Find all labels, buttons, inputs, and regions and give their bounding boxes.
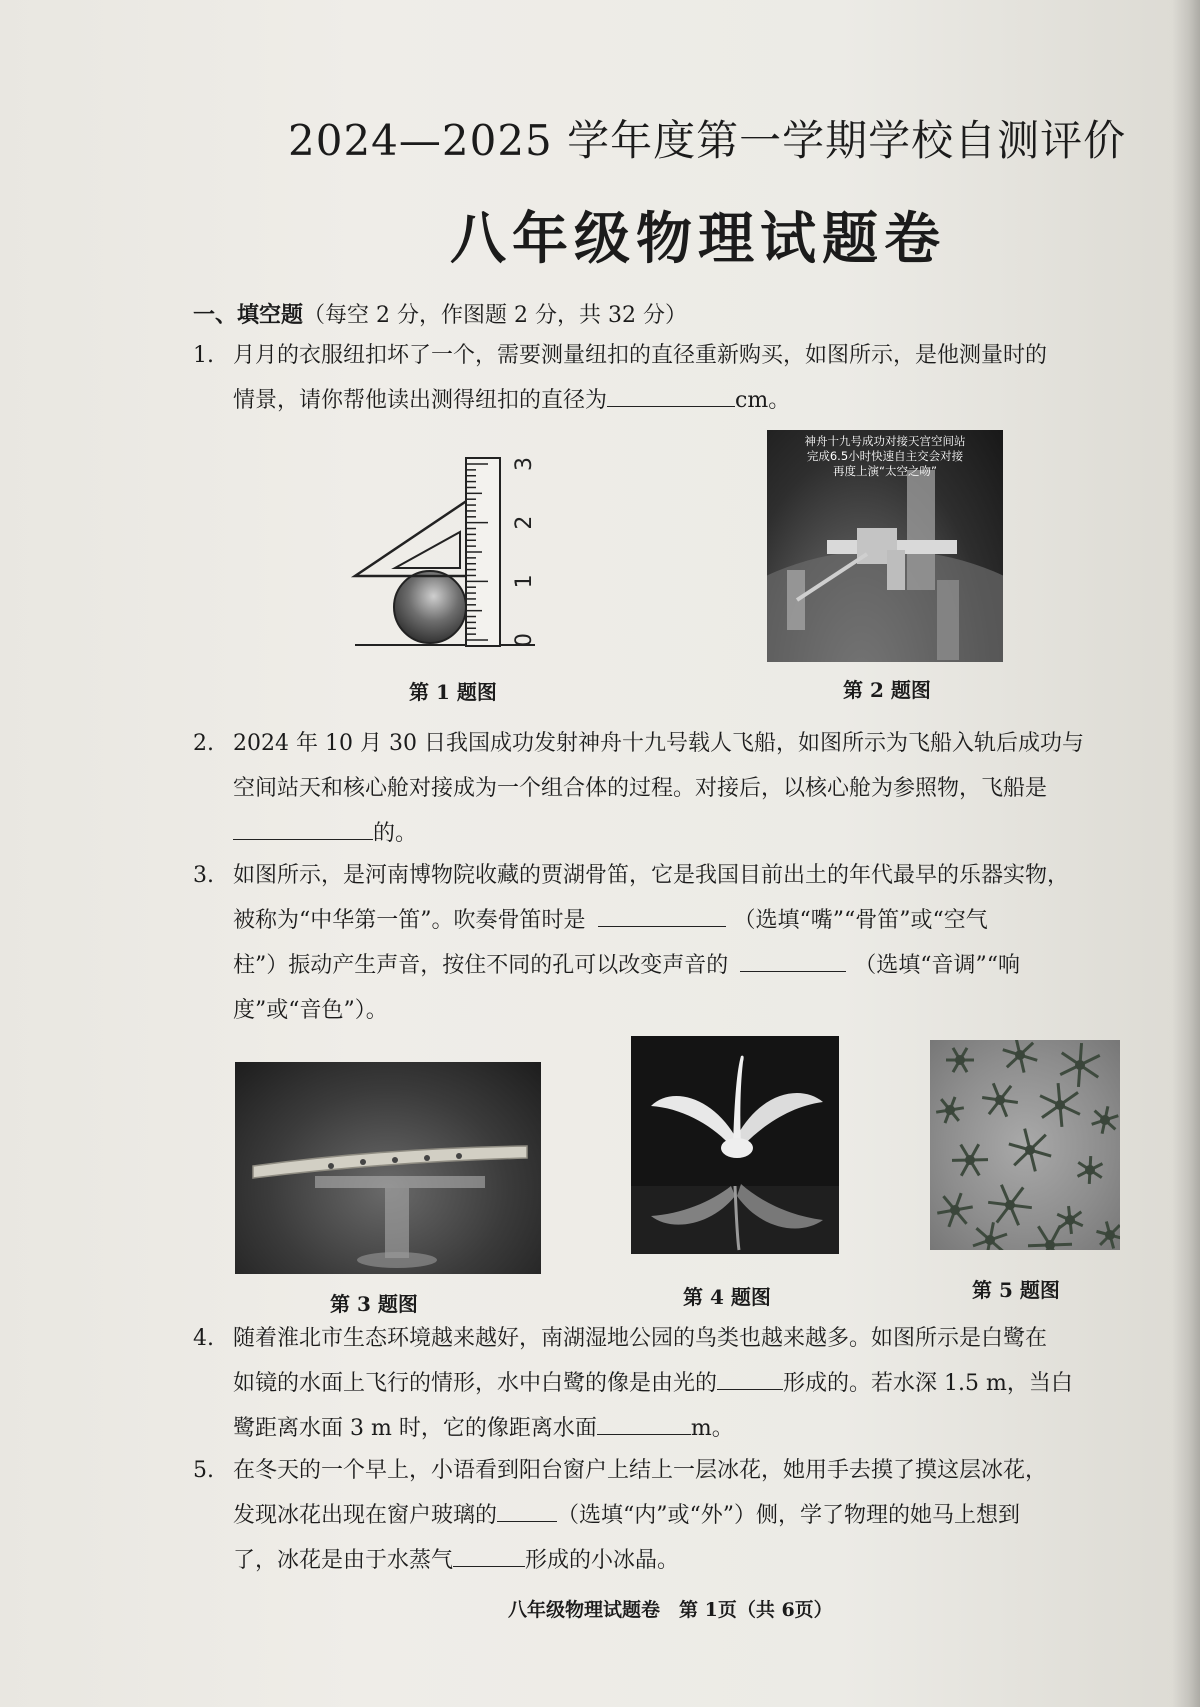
question-line [233,943,1020,988]
question-number: 2. [193,731,214,756]
question-text: m。 [690,1416,734,1441]
page-footer: 八年级物理试题卷 第 1页（共 6页） [508,1599,833,1621]
answer-blank[interactable] [740,949,846,972]
question-text: 形成的小冰晶。 [525,1548,680,1573]
frost-flower [946,1048,974,1072]
figure-5-frost-flower-photo [930,1040,1120,1250]
figure-2-caption: 第 2 题图 [843,678,931,702]
question-text: cm。 [735,388,791,413]
answer-blank[interactable] [233,817,373,840]
question-line [233,1493,1020,1538]
exam-subtitle: 八年级物理试题卷 [450,206,946,272]
question-text: 形成的。若水深 1.5 m，当白 [783,1371,1073,1396]
question-text: 鹭距离水面 3 m 时，它的像距离水面 [233,1416,597,1441]
question-number: 4. [193,1326,214,1351]
answer-blank[interactable] [717,1367,783,1390]
question-text: 发现冰花出现在窗户玻璃的 [233,1503,498,1528]
frost-flower [937,1193,972,1227]
question-text: 情景，请你帮他读出测得纽扣的直径为 [233,388,608,413]
answer-blank[interactable] [497,1499,557,1522]
frost-flower [936,1097,964,1123]
figure-1-caption: 第 1 题图 [409,680,497,704]
question-line [233,1538,679,1583]
exam-title: 2024—2025 学年度第一学期学校自测评价 [288,116,1127,165]
frost-flower [982,1083,1018,1116]
ruler-tick-label: 1 [512,574,537,589]
figure-5-caption: 第 5 题图 [972,1278,1060,1302]
question-line [233,1361,1073,1406]
question-text: （选填“嘴”“骨笛”或“空气 [733,908,988,933]
banner-line: 神舟十九号成功对接天宫空间站 [804,434,966,448]
question-text: 如镜的水面上飞行的情形，水中白鹭的像是由光的 [233,1371,718,1396]
banner-line: 再度上演“太空之吻” [833,464,937,478]
question-number: 3. [193,863,214,888]
frost-flower [1057,1206,1083,1234]
question-text: 被称为“中华第一笛”。吹奏骨笛时是 [233,908,586,933]
frost-flower [1078,1156,1103,1184]
set-square-inner [395,532,460,568]
button-circle [394,571,466,643]
question-number: 1. [193,343,214,368]
question-line [233,378,790,423]
question-line: 月月的衣服纽扣坏了一个，需要测量纽扣的直径重新购买，如图所示，是他测量时的 [233,343,1048,368]
question-text: （选填“内”或“外”）侧，学了物理的她马上想到 [557,1503,1021,1528]
figure-3-caption: 第 3 题图 [330,1292,418,1316]
section-title: 一、填空题 [193,302,304,328]
figure-1-ruler-diagram [350,440,550,660]
frost-flower [1028,1226,1072,1250]
figure-4-egret-photo [631,1036,839,1254]
frost-flower [1009,1129,1051,1172]
question-line: 度”或“音色”）。 [233,998,388,1023]
question-line: 在冬天的一个早上，小语看到阳台窗户上结上一层冰花，她用手去摸了摸这层冰花， [233,1458,1048,1483]
ruler-tick-labels [512,457,537,647]
figure-3-bone-flute-photo [235,1062,541,1274]
question-text: 了，冰花是由于水蒸气 [233,1548,454,1573]
figure-2-space-station-photo [767,430,1003,662]
frost-flower [1040,1083,1080,1127]
question-line [233,811,417,856]
ruler-tick-label: 0 [512,633,537,647]
frost-flower [1003,1040,1037,1073]
question-text: 的。 [373,821,418,846]
answer-blank[interactable] [597,1412,691,1435]
question-number: 5. [193,1458,214,1483]
frost-flower [1060,1043,1100,1087]
ruler-tick-label: 3 [512,457,537,471]
section-heading [193,298,687,329]
frost-flower [973,1222,1007,1250]
question-text: （选填“音调”“响 [854,953,1020,978]
page-curl-shadow [1172,0,1200,1707]
ruler-tick-label: 2 [512,515,537,530]
answer-blank[interactable] [453,1544,525,1567]
frost-flower [1096,1221,1120,1248]
question-line: 2024 年 10 月 30 日我国成功发射神舟十九号载人飞船，如图所示为飞船入轨后成功与 [233,731,1084,756]
question-text: 柱”）振动产生声音，按住不同的孔可以改变声音的 [233,953,729,978]
answer-blank[interactable] [598,904,726,927]
frost-flower [952,1144,988,1175]
section-note: （每空 2 分，作图题 2 分，共 32 分） [303,303,687,328]
figure-4-caption: 第 4 题图 [683,1285,771,1309]
banner-line: 完成6.5小时快速自主交会对接 [806,449,964,463]
question-line [233,1406,734,1451]
question-line: 随着淮北市生态环境越来越好，南湖湿地公园的鸟类也越来越多。如图所示是白鹭在 [233,1326,1048,1351]
frost-flower [988,1185,1032,1226]
question-line [233,898,988,943]
answer-blank[interactable] [607,384,735,407]
question-line: 如图所示，是河南博物院收藏的贾湖骨笛，它是我国目前出土的年代最早的乐器实物， [233,863,1070,888]
question-line: 空间站天和核心舱对接成为一个组合体的过程。对接后，以核心舱为参照物，飞船是 [233,776,1048,801]
frost-flower [1092,1106,1119,1133]
figure-2-banner [767,434,1003,479]
